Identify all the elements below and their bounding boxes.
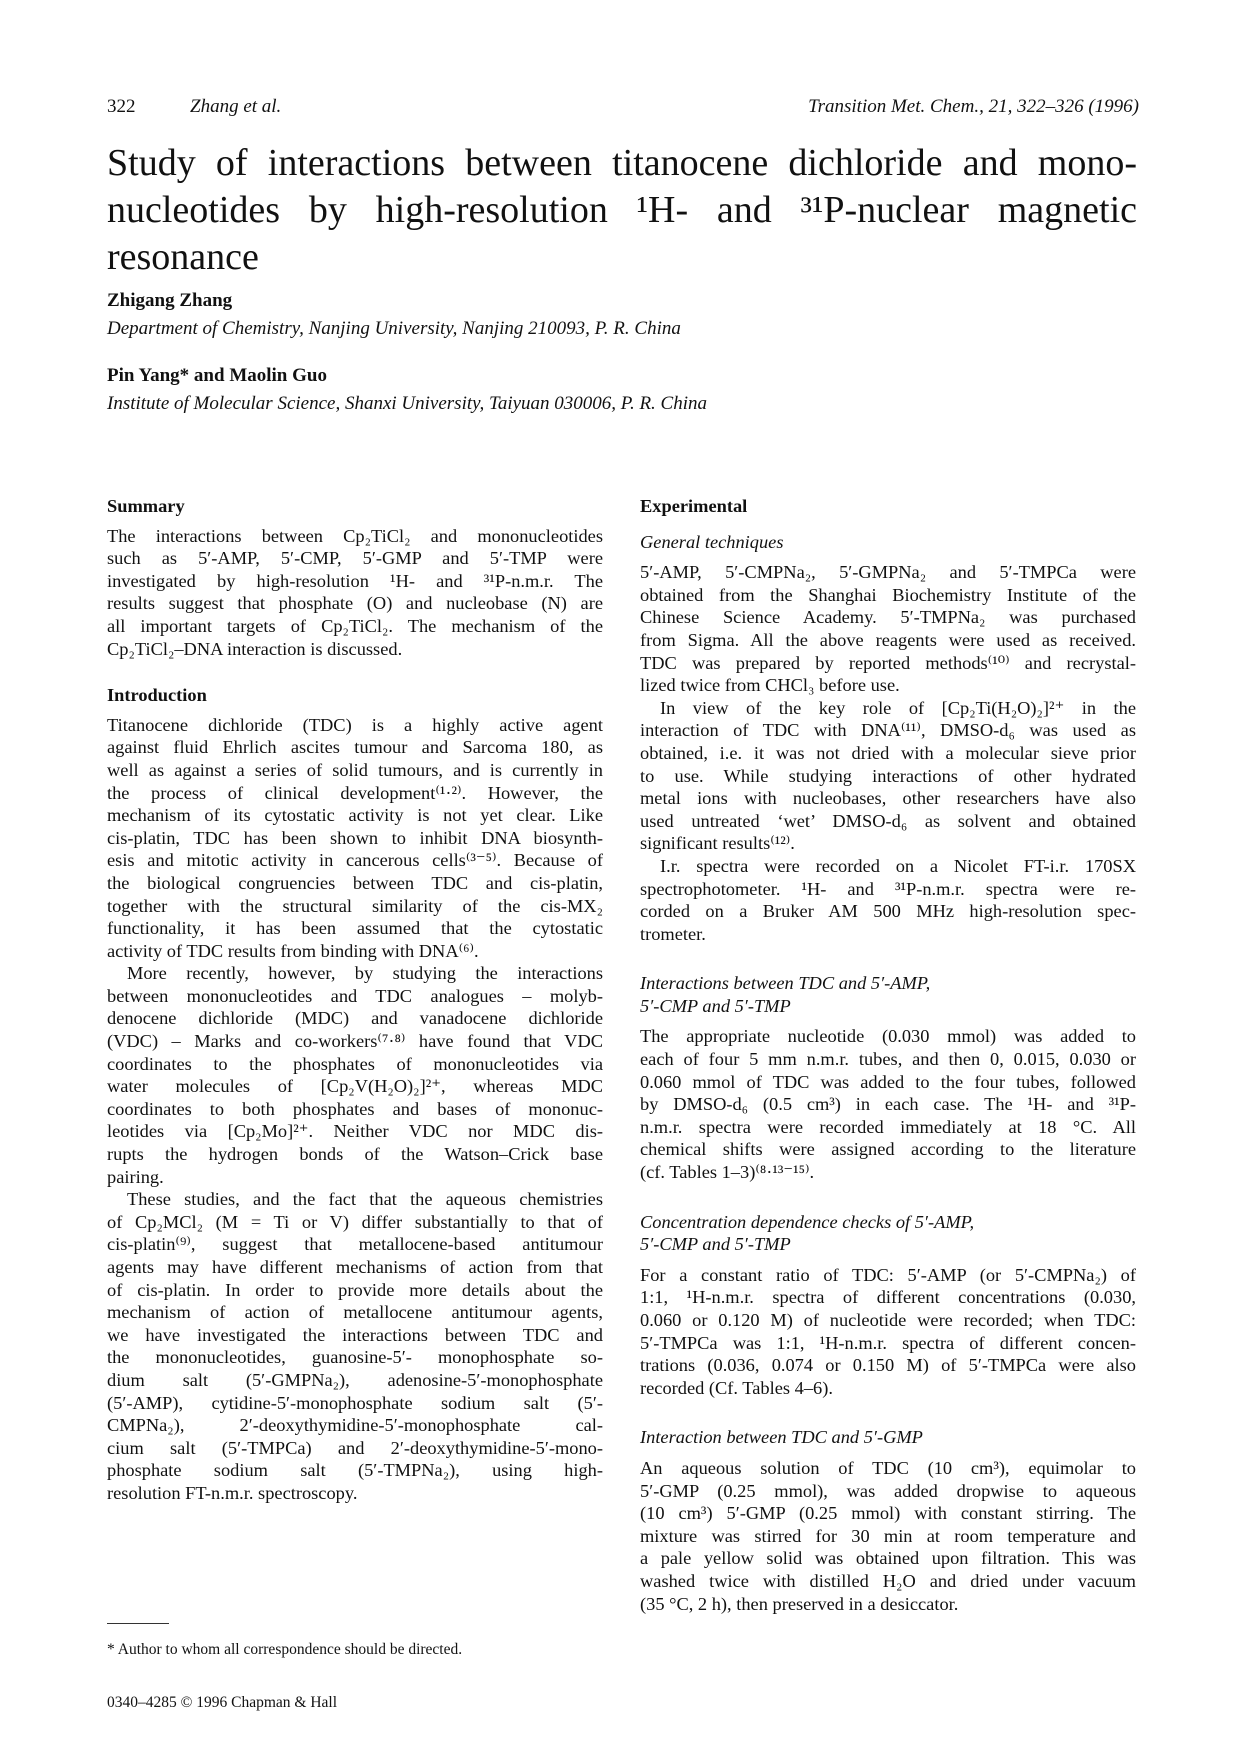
text-line: (10 cm³) 5′-GMP (0.25 mmol) with constant stirring. The	[640, 1503, 1136, 1524]
text-line: trometer.	[640, 923, 706, 944]
text-line: used untreated ‘wet’ DMSO-d₆ as solvent and obtained	[640, 810, 1136, 831]
text-line: chemical shifts were assigned according to the literature	[640, 1139, 1136, 1160]
introduction-body	[107, 714, 603, 1505]
text-line: 0.060 mmol of TDC was added to the four tubes, followed	[640, 1071, 1136, 1092]
text-line: (cf. Tables 1–3)⁽⁸·¹³⁻¹⁵⁾.	[640, 1162, 815, 1183]
text-line: from Sigma. All the above reagents were used as received.	[640, 629, 1136, 650]
summary-body	[107, 525, 603, 661]
text-line: In view of the key role of [Cp₂Ti(H₂O)₂]²⁺ in the	[660, 697, 1136, 718]
running-author: Zhang et al.	[190, 96, 282, 117]
interactions-subheading-1: Interactions between TDC and 5′-AMP,	[640, 973, 931, 994]
text-line: coordinates to both phosphates and bases of mononuc-	[107, 1098, 603, 1119]
text-line: recorded (Cf. Tables 4–6).	[640, 1377, 833, 1398]
text-line: between mononucleotides and TDC analogues – molyb-	[107, 985, 603, 1006]
footnote: * Author to whom all correspondence should be directed.	[107, 1641, 463, 1658]
text-line: mechanism of action of metallocene antitumour agents,	[107, 1302, 603, 1323]
text-line: resolution FT-n.m.r. spectroscopy.	[107, 1482, 358, 1503]
author-1-affiliation: Department of Chemistry, Nanjing University, Nanjing 210093, P. R. China	[107, 318, 681, 339]
text-line: functionality, it has been assumed that the cytostatic	[107, 918, 603, 939]
text-line: Titanocene dichloride (TDC) is a highly active agent	[107, 714, 603, 735]
text-line: (VDC) – Marks and co-workers⁽⁷·⁸⁾ have found that VDC	[107, 1031, 603, 1052]
text-line: TDC was prepared by reported methods⁽¹⁰⁾ and recrystal-	[640, 652, 1136, 673]
text-line: mechanism of its cytostatic activity is not yet clear. Like	[107, 805, 603, 826]
text-line: Cp₂TiCl₂–DNA interaction is discussed.	[107, 638, 403, 659]
text-line: For a constant ratio of TDC: 5′-AMP (or 5′-CMPNa₂) of	[640, 1264, 1136, 1285]
text-line: obtained from the Shanghai Biochemistry Institute of the	[640, 584, 1136, 605]
text-line: of Cp₂MCl₂ (M = Ti or V) differ substantially to that of	[107, 1211, 603, 1232]
page-number: 322	[107, 96, 136, 117]
interactions-body	[640, 1025, 1136, 1183]
text-line: leotides via [Cp₂Mo]²⁺. Neither VDC nor MDC dis-	[107, 1121, 603, 1142]
text-line: An aqueous solution of TDC (10 cm³), equimolar to	[640, 1457, 1136, 1478]
text-line: all important targets of Cp₂TiCl₂. The mechanism of the	[107, 615, 603, 636]
text-line: cis-platin⁽⁹⁾, suggest that metallocene-based antitumour	[107, 1234, 603, 1255]
text-line: More recently, however, by studying the interactions	[127, 963, 603, 984]
text-line: lized twice from CHCl₃ before use.	[640, 675, 900, 696]
text-line: together with the structural similarity of the cis-MX₂	[107, 895, 603, 916]
text-line: 5′-GMP (0.25 mmol), was added dropwise to aqueous	[640, 1480, 1136, 1501]
text-line: we have investigated the interactions between TDC and	[107, 1324, 603, 1345]
general-techniques-subheading: General techniques	[640, 531, 784, 552]
text-line: results suggest that phosphate (O) and nucleobase (N) are	[107, 593, 603, 614]
text-line: denocene dichloride (MDC) and vanadocene dichloride	[107, 1008, 603, 1029]
title-line-1: Study of interactions between titanocene dichloride and mono-	[107, 142, 1137, 184]
text-line: of cis-platin. In order to provide more details about the	[107, 1279, 603, 1300]
text-line: washed twice with distilled H₂O and dried under vacuum	[640, 1570, 1136, 1591]
text-line: agents may have different mechanisms of action from that	[107, 1257, 603, 1277]
title-line-3: resonance	[107, 236, 259, 278]
text-line: each of four 5 mm n.m.r. tubes, and then 0, 0.015, 0.030 or	[640, 1049, 1136, 1070]
text-line: rupts the hydrogen bonds of the Watson–Crick base	[107, 1144, 603, 1165]
text-line: The appropriate nucleotide (0.030 mmol) was added to	[640, 1026, 1136, 1047]
text-line: (5′-AMP), cytidine-5′-monophosphate sodium salt (5′-	[107, 1392, 603, 1413]
text-line: 5′-AMP, 5′-CMPNa₂, 5′-GMPNa₂ and 5′-TMPCa were	[640, 562, 1136, 583]
text-line: such as 5′-AMP, 5′-CMP, 5′-GMP and 5′-TMP were	[107, 548, 603, 569]
text-line: n.m.r. spectra were recorded immediately at 18 °C. All	[640, 1116, 1136, 1137]
text-line: against fluid Ehrlich ascites tumour and Sarcoma 180, as	[107, 737, 603, 758]
text-line: mixture was stirred for 30 min at room temperature and	[640, 1525, 1136, 1546]
text-line: a pale yellow solid was obtained upon filtration. This was	[640, 1548, 1136, 1569]
text-line: cis-platin, TDC has been shown to inhibit DNA biosynth-	[107, 827, 603, 848]
text-line: by DMSO-d₆ (0.5 cm³) in each case. The ¹H- and ³¹P-	[640, 1094, 1136, 1115]
text-line: pairing.	[107, 1166, 164, 1187]
left-column	[107, 495, 603, 1505]
author-1-name: Zhigang Zhang	[107, 290, 233, 311]
text-line: phosphate sodium salt (5′-TMPNa₂), using high-	[107, 1460, 603, 1481]
text-line: cium salt (5′-TMPCa) and 2′-deoxythymidine-5′-mono-	[107, 1437, 603, 1458]
concentration-body	[640, 1264, 1136, 1400]
interactions-subheading-2: 5′-CMP and 5′-TMP	[640, 995, 791, 1016]
text-line: interaction of TDC with DNA⁽¹¹⁾, DMSO-d₆ was used as	[640, 720, 1136, 741]
text-line: the mononucleotides, guanosine-5′- monophosphate so-	[107, 1347, 603, 1368]
text-line: CMPNa₂), 2′-deoxythymidine-5′-monophosphate cal-	[107, 1415, 603, 1436]
text-line: The interactions between Cp₂TiCl₂ and mononucleotides	[107, 525, 603, 546]
text-line: the biological congruencies between TDC and cis-platin,	[107, 872, 603, 893]
text-line: Chinese Science Academy. 5′-TMPNa₂ was purchased	[640, 607, 1136, 628]
text-line: I.r. spectra were recorded on a Nicolet FT-i.r. 170SX	[660, 855, 1136, 876]
introduction-heading: Introduction	[107, 685, 207, 706]
experimental-heading: Experimental	[640, 496, 748, 516]
text-line: metal ions with nucleobases, other researchers have also	[640, 788, 1136, 809]
text-line: coordinates to the phosphates of mononucleotides via	[107, 1053, 603, 1074]
summary-heading: Summary	[107, 496, 185, 516]
text-line: (35 °C, 2 h), then preserved in a desiccator.	[640, 1593, 959, 1614]
right-column	[640, 495, 1136, 1615]
text-line: significant results⁽¹²⁾.	[640, 833, 795, 854]
text-line: These studies, and the fact that the aqueous chemistries	[127, 1189, 603, 1210]
text-line: esis and mitotic activity in cancerous cells⁽³⁻⁵⁾. Because of	[107, 850, 603, 871]
text-line: 0.060 or 0.120 M) of nucleotide were recorded; when TDC:	[640, 1310, 1136, 1330]
article-title	[107, 140, 1137, 281]
author-2-name: Pin Yang* and Maolin Guo	[107, 365, 327, 386]
concentration-subheading-2: 5′-CMP and 5′-TMP	[640, 1234, 791, 1255]
text-line: spectrophotometer. ¹H- and ³¹P-n.m.r. spectra were re-	[640, 878, 1136, 899]
title-line-2: nucleotides by high-resolution ¹H- and ³¹P-nuclear magnetic	[107, 189, 1137, 231]
text-line: the process of clinical development⁽¹·²⁾. However, the	[107, 782, 603, 803]
journal-citation: Transition Met. Chem., 21, 322–326 (1996)	[808, 96, 1139, 117]
author-2-affiliation: Institute of Molecular Science, Shanxi University, Taiyuan 030006, P. R. China	[107, 393, 708, 414]
gmp-body	[640, 1457, 1136, 1615]
text-line: 1:1, ¹H-n.m.r. spectra of different concentrations (0.030,	[640, 1287, 1136, 1308]
text-line: 5′-TMPCa was 1:1, ¹H-n.m.r. spectra of different concen-	[640, 1332, 1136, 1353]
gmp-subheading: Interaction between TDC and 5′-GMP	[640, 1427, 923, 1448]
text-line: trations (0.036, 0.074 or 0.150 M) of 5′-TMPCa were also	[640, 1355, 1136, 1376]
text-line: activity of TDC results from binding with DNA⁽⁶⁾.	[107, 940, 479, 961]
text-line: corded on a Bruker AM 500 MHz high-resolution spec-	[640, 901, 1136, 922]
general-techniques-body	[640, 561, 1136, 945]
text-line: to use. While studying interactions of other hydrated	[640, 765, 1136, 786]
text-line: dium salt (5′-GMPNa₂), adenosine-5′-monophosphate	[107, 1369, 603, 1390]
text-line: well as against a series of solid tumours, and is currently in	[107, 759, 603, 780]
text-line: investigated by high-resolution ¹H- and ³¹P-n.m.r. The	[107, 570, 603, 591]
copyright-line: 0340–4285 © 1996 Chapman & Hall	[107, 1694, 338, 1711]
footnote-rule	[107, 1623, 169, 1624]
text-line: water molecules of [Cp₂V(H₂O)₂]²⁺, whereas MDC	[107, 1076, 603, 1097]
concentration-subheading-1: Concentration dependence checks of 5′-AMP,	[640, 1211, 975, 1232]
text-line: obtained, i.e. it was not dried with a molecular sieve prior	[640, 742, 1136, 763]
